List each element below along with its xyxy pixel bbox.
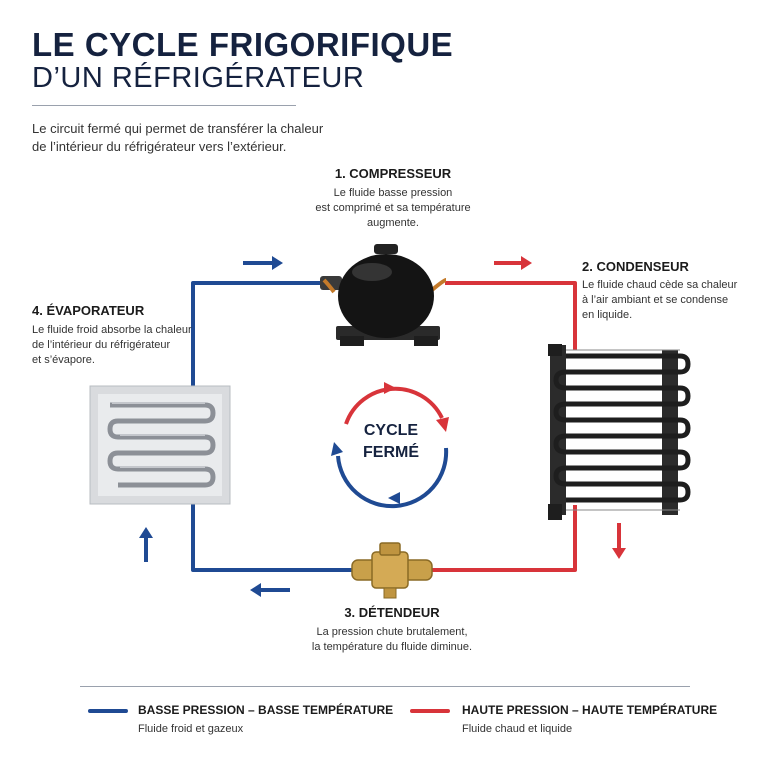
step-compressor-line-2: est comprimé et sa température	[315, 202, 471, 214]
step-condenser-line-2: à l’air ambiant et se condense	[582, 294, 729, 306]
step-compressor-line-3: augmente.	[367, 217, 419, 229]
legend-low-title: BASSE PRESSION – BASSE TEMPÉRATURE	[138, 703, 394, 717]
cycle-label-line-1: CYCLE	[363, 422, 419, 439]
evaporator-plate-icon	[90, 386, 230, 504]
step-condenser-line-3: en liquide.	[582, 309, 633, 321]
flow-arrow-top-red-icon	[494, 256, 532, 270]
legend-high-pressure	[462, 703, 742, 735]
step-evaporator-title: 4. ÉVAPORATEUR	[32, 303, 145, 318]
step-condenser	[582, 259, 762, 323]
step-evaporator-line-1: Le fluide froid absorbe la chaleur	[32, 324, 192, 336]
page-title: LE CYCLE FRIGORIFIQUE	[32, 26, 454, 63]
compressor-icon	[320, 244, 446, 346]
step-expansion-line-2: la température du fluide diminue.	[311, 641, 473, 653]
condenser-coil-icon	[548, 344, 688, 520]
legend-high-subtitle: Fluide chaud et liquide	[462, 723, 573, 735]
step-condenser-line-1: Le fluide chaud cède sa chaleur	[582, 279, 738, 291]
step-condenser-title: 2. CONDENSEUR	[582, 259, 689, 274]
step-evaporator-line-3: et s’évapore.	[32, 354, 95, 366]
flow-arrow-up-blue-icon	[139, 527, 153, 562]
brass-valve-icon	[352, 543, 432, 598]
flow-arrow-down-red-icon	[612, 523, 626, 559]
legend-high-title: HAUTE PRESSION – HAUTE TEMPÉRATURE	[462, 703, 718, 717]
step-compressor-line-1: Le fluide basse pression	[333, 187, 453, 199]
intro-line-2: de l’intérieur du réfrigérateur vers l’extérieur.	[32, 139, 287, 154]
flow-arrow-top-blue-icon	[243, 256, 283, 270]
step-expansion-line-1: La pression chute brutalement,	[316, 626, 468, 638]
page-subtitle: D’UN RÉFRIGÉRATEUR	[32, 62, 365, 94]
legend-divider	[80, 686, 690, 687]
cycle-label	[346, 420, 436, 464]
intro-line-1: Le circuit fermé qui permet de transférer la chaleur	[32, 121, 324, 136]
step-expansion-title: 3. DÉTENDEUR	[344, 605, 440, 620]
flow-arrow-bottom-blue-icon	[250, 583, 290, 597]
legend-low-subtitle: Fluide froid et gazeux	[138, 723, 244, 735]
step-evaporator	[32, 303, 212, 368]
step-expansion-valve	[280, 605, 504, 655]
legend-low-pressure	[138, 703, 398, 735]
step-compressor	[288, 166, 498, 231]
step-evaporator-line-2: de l’intérieur du réfrigérateur	[32, 339, 171, 351]
step-compressor-title: 1. COMPRESSEUR	[334, 166, 452, 181]
pipe-high-pressure-top	[445, 283, 575, 350]
cycle-label-line-2: FERMÉ	[363, 444, 419, 461]
